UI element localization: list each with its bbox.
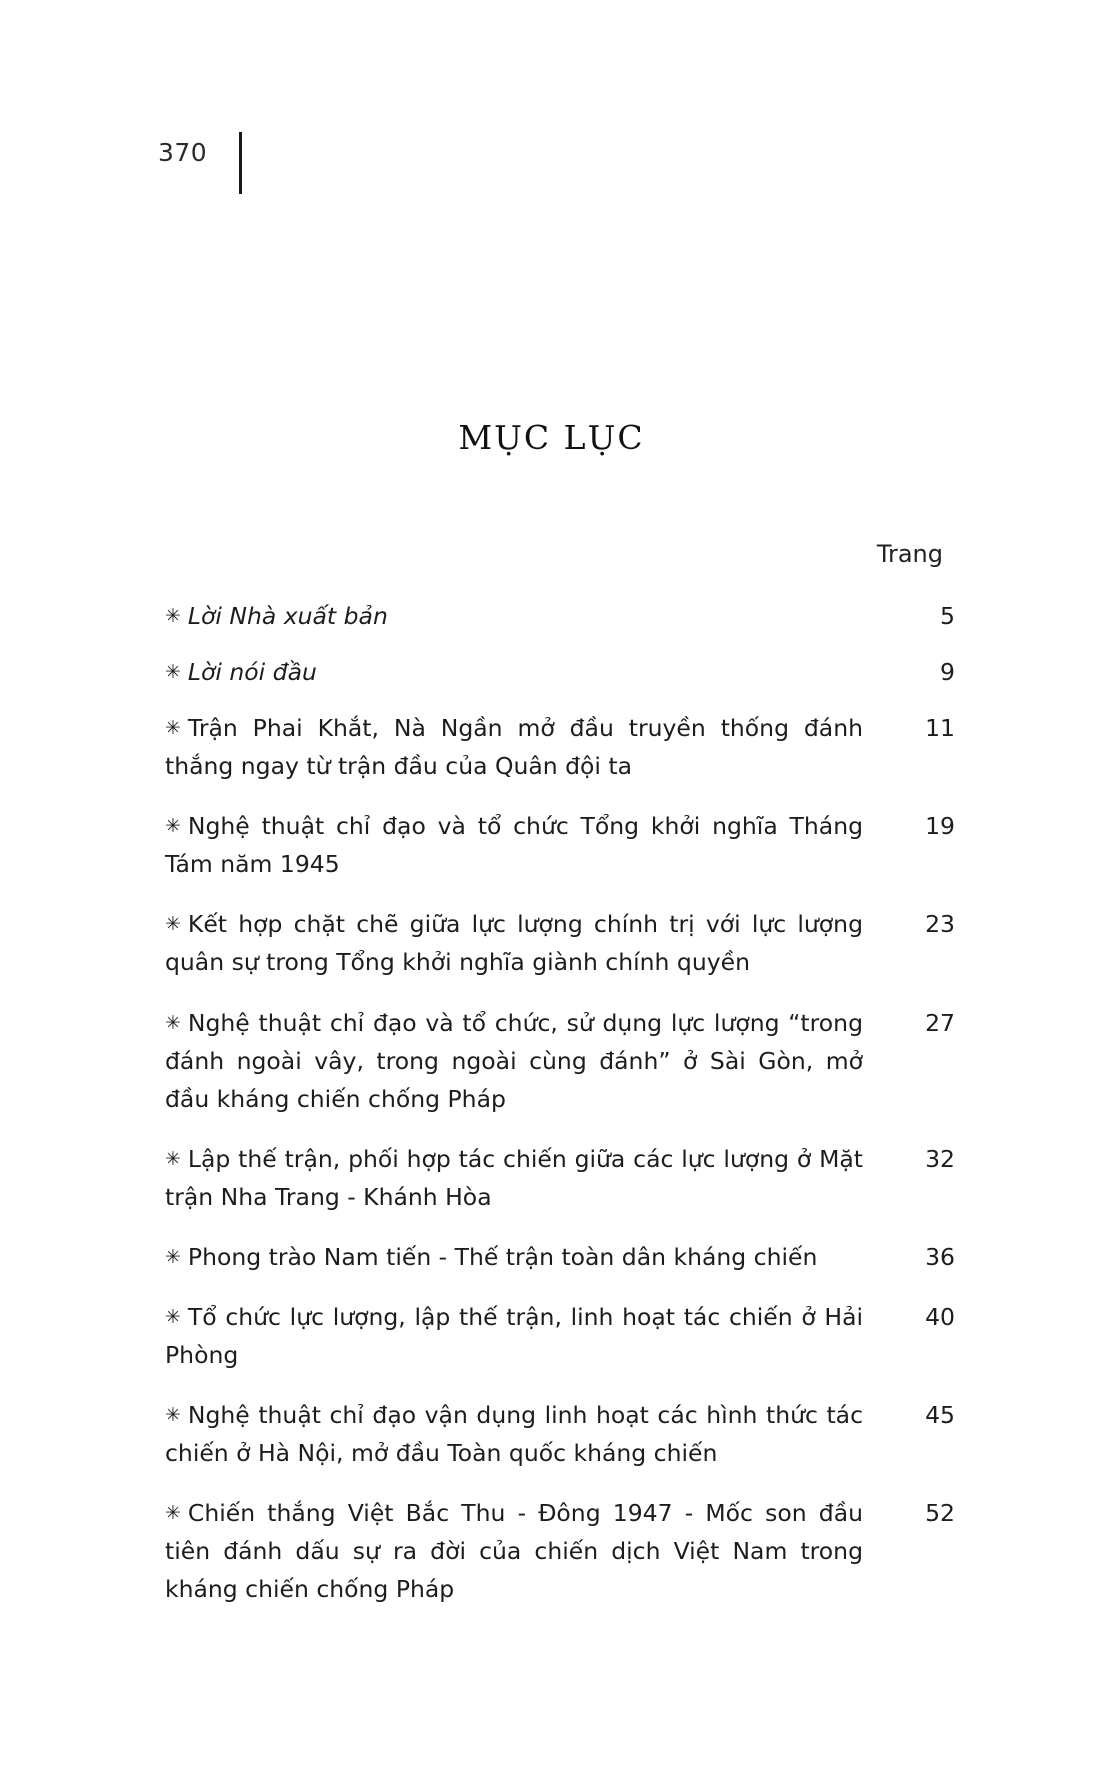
page-number: 370 <box>158 138 208 167</box>
toc-entry-page-number: 45 <box>925 1401 955 1429</box>
toc-entry[interactable] <box>165 1298 955 1374</box>
toc-entry-body <box>165 1140 955 1216</box>
asterisk-icon: ✳ <box>165 1502 181 1525</box>
toc-entry-title: Kết hợp chặt chẽ giữa lực lượng chính trị với lực lượng quân sự trong Tổng khởi nghĩa giành chính quyền <box>165 910 863 977</box>
toc-entry-title: Phong trào Nam tiến - Thế trận toàn dân kháng chiến <box>187 1242 818 1271</box>
asterisk-icon: ✳ <box>165 913 181 936</box>
toc-entry-page-number: 52 <box>925 1499 955 1528</box>
toc-entry[interactable] <box>165 1494 955 1608</box>
page-header <box>158 140 242 194</box>
toc-entry[interactable] <box>165 905 955 981</box>
toc-entry-page-number: 23 <box>925 910 955 939</box>
toc-entry-page-number: 5 <box>940 602 955 630</box>
asterisk-icon: ✳ <box>165 661 181 684</box>
toc-entry-title: Lời Nhà xuất bản <box>187 602 388 630</box>
toc-entry-title: Nghệ thuật chỉ đạo vận dụng linh hoạt các hình thức tác chiến ở Hà Nội, mở đầu Toàn quốc kháng chiến <box>165 1401 863 1468</box>
asterisk-icon: ✳ <box>165 605 181 627</box>
toc-entry-body <box>165 1298 955 1374</box>
toc-entry-page-number: 40 <box>925 1302 955 1331</box>
toc-entry-title: Nghệ thuật chỉ đạo và tổ chức Tổng khởi nghĩa Tháng Tám năm 1945 <box>165 812 863 879</box>
asterisk-icon: ✳ <box>165 1305 181 1328</box>
toc-entry-title: Tổ chức lực lượng, lập thế trận, linh hoạt tác chiến ở Hải Phòng <box>165 1302 863 1369</box>
toc-entry-title: Trận Phai Khắt, Nà Ngần mở đầu truyền thống đánh thắng ngay từ trận đầu của Quân đội ta <box>165 714 863 781</box>
toc-entry-title: Lập thế trận, phối hợp tác chiến giữa các lực lượng ở Mặt trận Nha Trang - Khánh Hòa <box>165 1144 863 1211</box>
asterisk-icon: ✳ <box>165 1147 181 1170</box>
toc-entry-body <box>165 653 955 691</box>
toc-entry[interactable] <box>165 807 955 883</box>
toc-entry-title: Chiến thắng Việt Bắc Thu - Đông 1947 - Mốc son đầu tiên đánh dấu sự ra đời của chiến dịch Việt Nam trong kháng chiến chống Pháp <box>165 1499 863 1604</box>
toc-entry[interactable] <box>165 653 955 691</box>
toc-entry-page-number: 9 <box>940 658 955 687</box>
toc-entry-page-number: 32 <box>925 1144 955 1173</box>
toc-entry-body <box>165 1396 955 1472</box>
toc-entry-title: Lời nói đầu <box>187 658 317 687</box>
toc-entry-body <box>165 1004 955 1118</box>
toc-entry[interactable] <box>165 1238 955 1276</box>
asterisk-icon: ✳ <box>165 815 181 838</box>
toc-entry-page-number: 27 <box>925 1008 955 1037</box>
table-of-contents-list <box>165 597 955 1630</box>
asterisk-icon: ✳ <box>165 717 181 740</box>
toc-entry-body <box>165 807 955 883</box>
toc-entry-title: Nghệ thuật chỉ đạo và tổ chức, sử dụng lực lượng “trong đánh ngoài vây, trong ngoài cùng đánh” ở Sài Gòn, mở đầu kháng chiến chống Pháp <box>165 1008 863 1113</box>
toc-entry-body <box>165 709 955 785</box>
header-rule <box>239 132 242 194</box>
toc-entry-body <box>165 1238 955 1276</box>
toc-entry[interactable] <box>165 1140 955 1216</box>
asterisk-icon: ✳ <box>165 1011 181 1034</box>
asterisk-icon: ✳ <box>165 1404 181 1426</box>
column-header-page-label: Trang <box>876 540 943 568</box>
toc-entry-body <box>165 905 955 981</box>
toc-entry-body <box>165 597 955 635</box>
toc-entry-page-number: 19 <box>925 812 955 841</box>
page-title: MỤC LỤC <box>458 418 645 457</box>
toc-entry-page-number: 11 <box>925 714 955 743</box>
toc-entry-body <box>165 1494 955 1608</box>
toc-entry[interactable] <box>165 709 955 785</box>
toc-entry[interactable] <box>165 1396 955 1472</box>
toc-entry-page-number: 36 <box>925 1242 955 1271</box>
toc-entry[interactable] <box>165 597 955 635</box>
toc-entry[interactable] <box>165 1004 955 1118</box>
asterisk-icon: ✳ <box>165 1245 181 1268</box>
